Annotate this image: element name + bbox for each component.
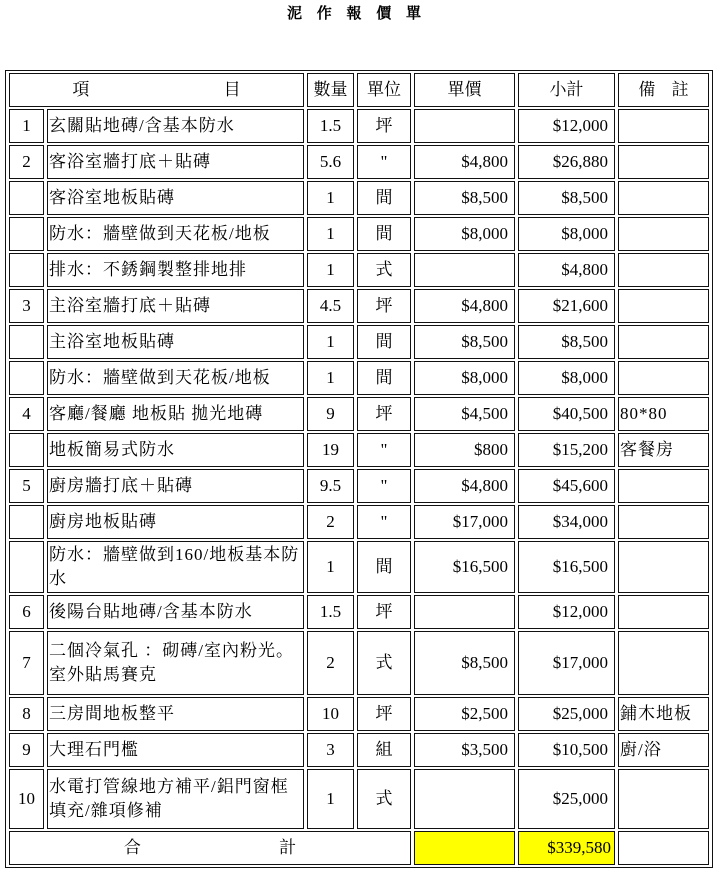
item-description: 廚房牆打底＋貼磚 (47, 469, 304, 503)
quantity: 1 (307, 181, 354, 215)
subtotal: $15,200 (518, 433, 615, 467)
unit: 坪 (357, 109, 411, 143)
subtotal: $25,000 (518, 769, 615, 829)
table-row (9, 325, 709, 359)
subtotal: $25,000 (518, 697, 615, 731)
row-number: 10 (9, 769, 44, 829)
remark (618, 595, 709, 629)
total-amount: $339,580 (518, 831, 615, 865)
remark (618, 181, 709, 215)
remark (618, 361, 709, 395)
row-number: 1 (9, 109, 44, 143)
subtotal: $4,800 (518, 253, 615, 287)
row-number: 6 (9, 595, 44, 629)
item-description: 水電打管線地方補平/鋁門窗框填充/雜項修補 (47, 769, 304, 829)
table-row (9, 541, 709, 593)
table-row (9, 109, 709, 143)
remark: 鋪木地板 (618, 697, 709, 731)
table-header (9, 73, 709, 107)
table-row (9, 289, 709, 323)
subtotal: $16,500 (518, 541, 615, 593)
total-unit-price-cell (414, 831, 515, 865)
unit: " (357, 469, 411, 503)
unit-price: $17,000 (414, 505, 515, 539)
header-unit: 單位 (357, 73, 411, 107)
remark (618, 769, 709, 829)
row-number: 4 (9, 397, 44, 431)
table-row (9, 253, 709, 287)
table-row (9, 733, 709, 767)
subtotal: $40,500 (518, 397, 615, 431)
document-title: 泥 作 報 價 單 (286, 6, 421, 22)
table-row (9, 145, 709, 179)
unit-price (414, 769, 515, 829)
header-item: 項 目 (9, 73, 304, 107)
item-description: 大理石門檻 (47, 733, 304, 767)
quantity: 9 (307, 397, 354, 431)
unit-price: $4,500 (414, 397, 515, 431)
unit-price: $4,800 (414, 289, 515, 323)
row-number: 2 (9, 145, 44, 179)
header-row (9, 73, 709, 107)
row-number: 8 (9, 697, 44, 731)
unit: 坪 (357, 697, 411, 731)
remark (618, 289, 709, 323)
unit: 式 (357, 253, 411, 287)
unit: " (357, 145, 411, 179)
item-description: 排水：不銹鋼製整排地排 (47, 253, 304, 287)
quantity: 2 (307, 505, 354, 539)
unit: 坪 (357, 397, 411, 431)
table-row (9, 631, 709, 695)
subtotal: $8,000 (518, 217, 615, 251)
row-number: 7 (9, 631, 44, 695)
table-row (9, 769, 709, 829)
unit-price: $16,500 (414, 541, 515, 593)
unit-price: $3,500 (414, 733, 515, 767)
unit: 組 (357, 733, 411, 767)
unit: 間 (357, 361, 411, 395)
subtotal: $45,600 (518, 469, 615, 503)
subtotal: $8,500 (518, 325, 615, 359)
subtotal: $10,500 (518, 733, 615, 767)
quantity: 1.5 (307, 595, 354, 629)
total-label: 合 計 (9, 831, 411, 865)
unit: 間 (357, 181, 411, 215)
item-description: 主浴室牆打底＋貼磚 (47, 289, 304, 323)
total-remark-cell (618, 831, 709, 865)
row-number (9, 253, 44, 287)
item-description: 客廳/餐廳 地板貼 拋光地磚 (47, 397, 304, 431)
remark (618, 469, 709, 503)
table-row (9, 505, 709, 539)
quantity: 9.5 (307, 469, 354, 503)
unit: 坪 (357, 595, 411, 629)
quantity: 1 (307, 541, 354, 593)
unit-price: $4,800 (414, 469, 515, 503)
subtotal: $26,880 (518, 145, 615, 179)
row-number (9, 505, 44, 539)
unit: 間 (357, 541, 411, 593)
table-row (9, 397, 709, 431)
item-description: 地板簡易式防水 (47, 433, 304, 467)
subtotal: $12,000 (518, 595, 615, 629)
header-unit-price: 單價 (414, 73, 515, 107)
remark (618, 217, 709, 251)
header-quantity: 數量 (307, 73, 354, 107)
remark (618, 109, 709, 143)
unit: 間 (357, 325, 411, 359)
unit-price: $8,500 (414, 181, 515, 215)
remark (618, 541, 709, 593)
item-description: 主浴室地板貼磚 (47, 325, 304, 359)
quantity: 1 (307, 325, 354, 359)
item-description: 防水：牆壁做到160/地板基本防水 (47, 541, 304, 593)
quantity: 1.5 (307, 109, 354, 143)
item-description: 防水：牆壁做到天花板/地板 (47, 217, 304, 251)
item-description: 廚房地板貼磚 (47, 505, 304, 539)
unit-price (414, 109, 515, 143)
quantity: 19 (307, 433, 354, 467)
table-body (9, 109, 709, 829)
row-number: 9 (9, 733, 44, 767)
unit: 坪 (357, 289, 411, 323)
item-description: 三房間地板整平 (47, 697, 304, 731)
remark (618, 253, 709, 287)
remark (618, 325, 709, 359)
subtotal: $17,000 (518, 631, 615, 695)
unit: 間 (357, 217, 411, 251)
unit: 式 (357, 769, 411, 829)
row-number (9, 325, 44, 359)
unit: " (357, 505, 411, 539)
subtotal: $12,000 (518, 109, 615, 143)
quantity: 1 (307, 253, 354, 287)
remark (618, 631, 709, 695)
quantity: 5.6 (307, 145, 354, 179)
row-number: 3 (9, 289, 44, 323)
quantity: 1 (307, 217, 354, 251)
quantity: 10 (307, 697, 354, 731)
table-row (9, 181, 709, 215)
unit-price (414, 595, 515, 629)
header-subtotal: 小計 (518, 73, 615, 107)
unit-price (414, 253, 515, 287)
table-row (9, 697, 709, 731)
row-number (9, 361, 44, 395)
item-description: 玄關貼地磚/含基本防水 (47, 109, 304, 143)
quantity: 2 (307, 631, 354, 695)
unit-price: $800 (414, 433, 515, 467)
unit-price: $4,800 (414, 145, 515, 179)
subtotal: $8,500 (518, 181, 615, 215)
row-number (9, 217, 44, 251)
subtotal: $34,000 (518, 505, 615, 539)
quantity: 1 (307, 361, 354, 395)
unit-price: $8,500 (414, 631, 515, 695)
unit-price: $8,000 (414, 217, 515, 251)
row-number: 5 (9, 469, 44, 503)
table-row (9, 217, 709, 251)
item-description: 二個冷氣孔 ：砌磚/室內粉光。室外貼馬賽克 (47, 631, 304, 695)
unit: 式 (357, 631, 411, 695)
header-remark: 備 註 (618, 73, 709, 107)
quotation-table (5, 70, 713, 868)
remark (618, 145, 709, 179)
remark: 80*80 (618, 397, 709, 431)
table-row (9, 433, 709, 467)
quantity: 4.5 (307, 289, 354, 323)
quantity: 1 (307, 769, 354, 829)
subtotal: $21,600 (518, 289, 615, 323)
unit: " (357, 433, 411, 467)
unit-price: $8,500 (414, 325, 515, 359)
item-description: 防水：牆壁做到天花板/地板 (47, 361, 304, 395)
item-description: 後陽台貼地磚/含基本防水 (47, 595, 304, 629)
table-row (9, 595, 709, 629)
unit-price: $8,000 (414, 361, 515, 395)
row-number (9, 433, 44, 467)
table-row (9, 361, 709, 395)
remark: 客餐房 (618, 433, 709, 467)
row-number (9, 541, 44, 593)
unit-price: $2,500 (414, 697, 515, 731)
total-row (9, 831, 709, 865)
table-row (9, 469, 709, 503)
remark: 廚/浴 (618, 733, 709, 767)
remark (618, 505, 709, 539)
item-description: 客浴室牆打底＋貼磚 (47, 145, 304, 179)
item-description: 客浴室地板貼磚 (47, 181, 304, 215)
subtotal: $8,000 (518, 361, 615, 395)
table-footer (9, 831, 709, 865)
quantity: 3 (307, 733, 354, 767)
row-number (9, 181, 44, 215)
